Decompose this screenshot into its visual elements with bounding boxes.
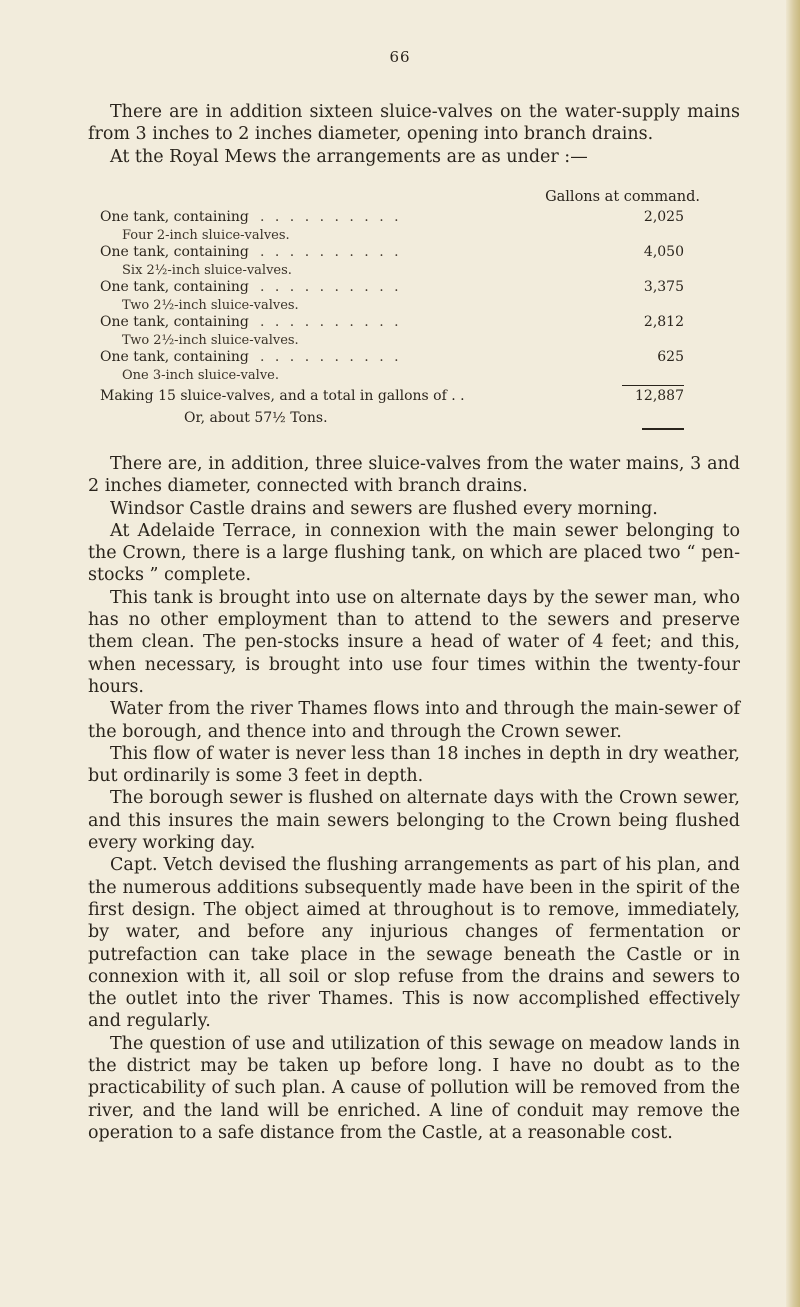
tank-gallons: 2,812	[643, 314, 684, 330]
paragraph: This flow of water is never less than 18 inches in depth in dry weather, but ordinarily is some 3 feet in depth.	[88, 743, 740, 787]
tank-valves: Four 2-inch sluice-valves.	[122, 228, 290, 243]
page-number: 66	[389, 48, 411, 66]
table-header: Gallons at command.	[545, 189, 700, 205]
paragraph: The question of use and utilization of this sewage on meadow lands in the district may be taken up before long. I have no doubt as to the practicability of such plan. A cause of pollution will be removed from the river, and the land will be enriched. A line of conduit may remove the operation to a safe distance from the Castle, at a reasonable cost.	[88, 1033, 740, 1143]
tank-row	[100, 314, 684, 332]
total-label: Making 15 sluice-valves, and a total in gallons of . .	[100, 388, 465, 404]
tank-label: One tank, containing	[100, 244, 249, 260]
dot-leader: . . . . . . . . . .	[260, 209, 402, 225]
tank-row	[100, 209, 684, 227]
tank-label: One tank, containing	[100, 279, 249, 295]
tank-row	[100, 244, 684, 262]
paragraph: There are, in addition, three sluice-valves from the water mains, 3 and 2 inches diameter, connected with branch drains.	[88, 454, 740, 497]
paragraph: At Adelaide Terrace, in connexion with the main sewer belonging to the Crown, there is a large flushing tank, on which are placed two “ pen-stocks ” complete.	[88, 520, 740, 586]
dot-leader: . . . . . . . . . .	[260, 349, 402, 365]
paragraph: Capt. Vetch devised the flushing arrangements as part of his plan, and the numerous additions subsequently made have been in the spirit of the first design. The object aimed at throughout is to remove, immediately, by water, and before any injurious changes of fermentation or putrefaction can take place in the sewage beneath the Castle or in connexion with it, all soil or slop refuse from the drains and sewers to the outlet into the river Thames. This is now accomplished effectively and regularly.	[88, 855, 740, 1032]
paragraph: This tank is brought into use on alternate days by the sewer man, who has no other employment than to attend to the sewers and preserve them clean. The pen-stocks insure a head of water of 4 feet; and this, when necessary, is brought into use four times within the twenty-four hours.	[88, 587, 740, 697]
paragraph: Windsor Castle drains and sewers are flushed every morning.	[110, 498, 658, 519]
tank-gallons: 2,025	[643, 209, 684, 225]
tank-label: One tank, containing	[100, 209, 249, 225]
tank-row	[100, 349, 684, 367]
dot-leader: . . . . . . . . . .	[260, 314, 402, 330]
tank-label: One tank, containing	[100, 349, 249, 365]
total-rule	[622, 385, 684, 386]
intro-paragraph-1: There are in addition sixteen sluice-valves on the water-supply mains from 3 inches to 2 inches diameter, opening into branch drains.	[88, 102, 740, 145]
total-gallons: 12,887	[635, 388, 684, 404]
tank-valves: Six 2½-inch sluice-valves.	[122, 263, 292, 278]
approx-tons: Or, about 57½ Tons.	[184, 410, 328, 426]
approx-rule	[642, 428, 684, 430]
intro-paragraph-2: At the Royal Mews the arrangements are as under :—	[110, 146, 588, 167]
tank-row	[100, 279, 684, 297]
tank-gallons: 625	[657, 349, 684, 365]
paragraph: The borough sewer is flushed on alternate days with the Crown sewer, and this insures the main sewers belonging to the Crown being flushed every working day.	[88, 788, 740, 854]
dot-leader: . . . . . . . . . .	[260, 244, 402, 260]
tank-valves: Two 2½-inch sluice-valves.	[122, 298, 299, 313]
page-edge	[786, 0, 800, 1307]
tank-gallons: 4,050	[643, 244, 684, 260]
dot-leader: . . . . . . . . . .	[260, 279, 402, 295]
body-text	[88, 453, 740, 1144]
paragraph: Water from the river Thames flows into and through the main-sewer of the borough, and thence into and through the Crown sewer.	[88, 699, 740, 742]
tank-gallons: 3,375	[643, 279, 684, 295]
intro-block	[88, 101, 740, 168]
tank-label: One tank, containing	[100, 314, 249, 330]
tank-valves: Two 2½-inch sluice-valves.	[122, 333, 299, 348]
tank-valves: One 3-inch sluice-valve.	[122, 368, 279, 383]
